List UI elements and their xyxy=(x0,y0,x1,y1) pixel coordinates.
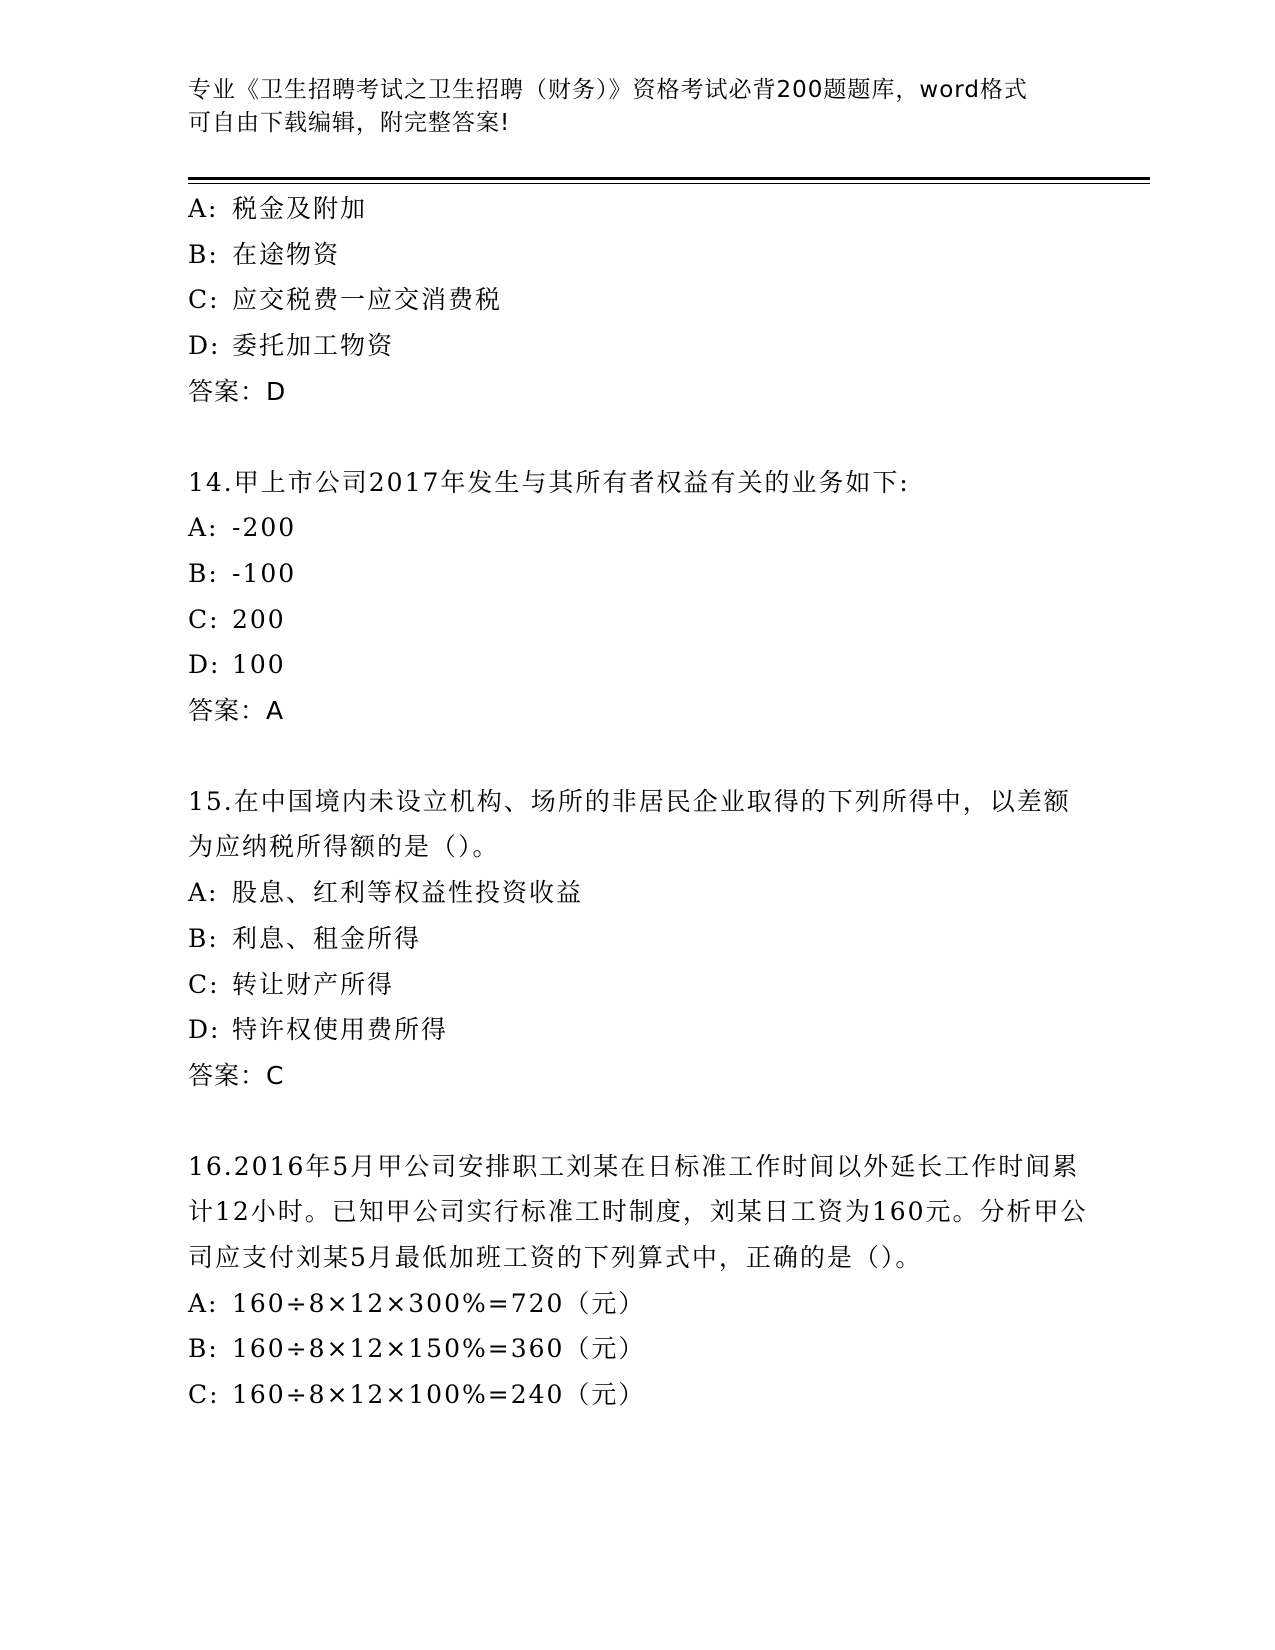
option-c xyxy=(188,277,1088,323)
option-text: 160÷8×12×100%=240（元） xyxy=(232,1380,646,1410)
option-key: C: xyxy=(188,1380,220,1410)
option-b xyxy=(188,916,1088,962)
option-key: A: xyxy=(188,1288,219,1318)
question-block-13 xyxy=(188,186,1088,415)
document-header xyxy=(188,74,1088,140)
option-key: B: xyxy=(188,1334,219,1364)
option-d xyxy=(188,323,1088,369)
question-text: 15.在中国境内未设立机构、场所的非居民企业取得的下列所得中，以差额为应纳税所得额的是（）。 xyxy=(188,786,1071,862)
answer-line: 答案：C xyxy=(188,1060,285,1090)
option-c xyxy=(188,597,1088,643)
option-text: 股息、红利等权益性投资收益 xyxy=(232,878,584,908)
question-list xyxy=(188,186,1088,1418)
answer-line: 答案：A xyxy=(188,696,285,726)
option-b xyxy=(188,551,1088,597)
option-a xyxy=(188,1281,1088,1327)
question-block-15 xyxy=(188,779,1088,1099)
option-text: -200 xyxy=(232,513,297,543)
option-key: D: xyxy=(188,331,221,361)
option-key: D: xyxy=(188,650,221,680)
option-d xyxy=(188,1007,1088,1053)
option-text: 200 xyxy=(232,604,286,634)
option-text: 100 xyxy=(232,650,286,680)
option-key: B: xyxy=(188,239,219,269)
option-text: 利息、租金所得 xyxy=(232,923,422,953)
option-a xyxy=(188,505,1088,551)
option-b xyxy=(188,232,1088,278)
header-title-line-1: 专业《卫生招聘考试之卫生招聘（财务）》资格考试必背200题题库，word格式 xyxy=(188,77,1028,103)
question-block-16 xyxy=(188,1144,1088,1418)
option-text: -100 xyxy=(232,558,297,588)
option-key: C: xyxy=(188,604,220,634)
option-text: 应交税费一应交消费税 xyxy=(232,285,503,315)
option-text: 委托加工物资 xyxy=(232,331,395,361)
option-text: 转让财产所得 xyxy=(232,969,395,999)
option-key: A: xyxy=(188,513,219,543)
option-text: 160÷8×12×150%=360（元） xyxy=(232,1334,646,1364)
option-key: D: xyxy=(188,1015,221,1045)
header-title-line-2: 可自由下载编辑，附完整答案! xyxy=(188,110,511,136)
option-a xyxy=(188,186,1088,232)
option-d xyxy=(188,642,1088,688)
option-key: B: xyxy=(188,558,219,588)
header-divider-thin xyxy=(188,183,1150,184)
option-text: 税金及附加 xyxy=(232,194,368,223)
option-text: 特许权使用费所得 xyxy=(232,1015,449,1045)
option-text: 160÷8×12×300%=720（元） xyxy=(232,1288,646,1318)
option-key: A: xyxy=(188,194,219,223)
option-a xyxy=(188,870,1088,916)
header-divider-thick xyxy=(188,177,1150,180)
option-c xyxy=(188,1372,1088,1418)
answer-line: 答案：D xyxy=(188,376,287,406)
option-text: 在途物资 xyxy=(232,239,341,269)
option-key: C: xyxy=(188,969,220,999)
option-key: B: xyxy=(188,923,219,953)
option-key: A: xyxy=(188,878,219,908)
option-c xyxy=(188,962,1088,1008)
question-block-14 xyxy=(188,460,1088,734)
question-text: 16.2016年5月甲公司安排职工刘某在日标准工作时间以外延长工作时间累计12小时。已知甲公司实行标准工时制度，刘某日工资为160元。分析甲公司应支付刘某5月最低加班工资的下列算式中，正确的是（）。 xyxy=(188,1151,1088,1273)
question-text: 14.甲上市公司2017年发生与其所有者权益有关的业务如下: xyxy=(188,467,910,497)
option-key: C: xyxy=(188,285,220,315)
option-b xyxy=(188,1326,1088,1372)
